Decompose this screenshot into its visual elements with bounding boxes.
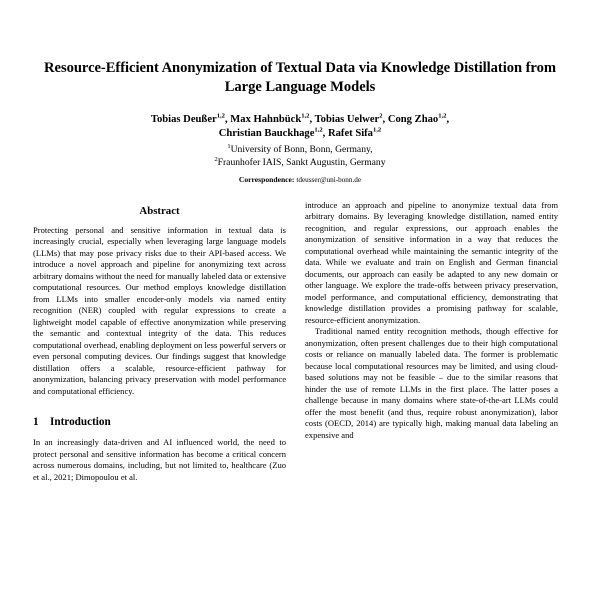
correspondence-email[interactable]: tdeusser@uni-bonn.de — [296, 175, 362, 184]
correspondence-label: Correspondence: — [238, 174, 295, 184]
author-list — [33, 98, 567, 142]
affiliation-1 — [33, 141, 567, 157]
affiliation-2 — [33, 157, 567, 170]
affiliation-marker: 1 — [227, 143, 231, 151]
author-name: Cong Zhao — [387, 113, 439, 125]
author-name: Christian Bauckhage — [218, 127, 315, 139]
body-columns — [33, 200, 567, 600]
section-number: 1 — [33, 416, 39, 429]
affiliation-text: University of Bonn, Bonn, Germany, — [230, 144, 373, 156]
author-affil-marker: 1,2 — [301, 111, 310, 119]
section-heading-introduction — [33, 397, 286, 437]
author-affil-marker: 1,2 — [216, 111, 225, 119]
author-affil-marker: 1,2 — [372, 126, 382, 134]
introduction-paragraph-1: In an increasingly data-driven and AI influenced world, the need to protect personal and sensitive information has become a critical concern across numerous domains, including, but not limited to, healthcare (Zuo et al., 2021; Dimopoulou et al. — [33, 437, 286, 482]
right-column-paragraph-2: Traditional named entity recognition methods, though effective for anonymization, often present challenges due to their high computational costs or reliance on manually labeled data. The former is problematic because local computational resources may be limited, and using cloud-based solutions may not be feasible – due to the similar reasons that hinder the use of remote LLMs in the first place. The latter poses a challenge because in many domains where state-of-the-art LLMs could offer the most benefit (and thus, require robust anonymization), labor costs (OECD, 2014) are typically high, making manual data labeling an expensive and — [305, 326, 558, 440]
right-column — [305, 200, 558, 600]
author-row: Christian Bauckhage$^{1,2}$, Rafet Sifa$^{1,2}$ — [218, 126, 382, 139]
abstract-paragraph: Protecting personal and sensitive information in textual data is increasingly crucial, especially when leveraging large language models (LLMs) that may pose privacy risks due to their API-based access. We introduce a novel approach and pipeline for anonymizing text across arbitrary domains without the need for manually labeled data or extensive computational resources. Our method employs knowledge distillation from LLMs into smaller encoder-only models via named entity recognition (NER) coupled with regular expressions to create a lightweight model capable of effective anonymization while preserving the semantic and contextual integrity of the data. This reduces computational overhead, enabling deployment on less powerful servers or even personal computing devices. Our findings suggest that knowledge distillation offers a scalable, resource-efficient pathway for anonymization, balancing privacy preservation with model performance and computational efficiency. — [33, 225, 286, 396]
affiliation-text: Fraunhofer IAIS, Sankt Augustin, Germany — [217, 157, 386, 169]
affiliation-marker: 2 — [214, 155, 218, 163]
right-column-paragraph-1: introduce an approach and pipeline to anonymize textual data from arbitrary domains. By leveraging knowledge distillation, named entity recognition, and regular expressions, our approach enables the anonymization of sensitive information in a way that reduces the computational overhead while maintaining the semantic integrity of the data. While we evaluate and train on English and German financial documents, our approach can easily be adapted to any new domain or other language. We explore the trade-offs between privacy preservation, model performance, and computational efficiency, demonstrating that knowledge distillation provides a promising pathway for scalable, resource-efficient anonymization. — [305, 200, 558, 325]
author-row: Tobias Deußer$^{1,2}$, Max Hahnbück$^{1,2}$, Tobias Uelwer$^2$, Cong Zhao$^{1,2}$, — [150, 111, 450, 125]
page-title: Resource-Efficient Anonymization of Textual Data via Knowledge Distillation from Large Language Models — [44, 60, 556, 96]
author-name: Tobias Deußer — [150, 113, 217, 125]
author-affil-marker: 1,2 — [438, 111, 447, 119]
author-name: Max Hahnbück — [230, 113, 302, 125]
left-column — [33, 200, 286, 600]
section-title: Introduction — [50, 416, 111, 429]
author-affil-marker: 2 — [379, 111, 383, 119]
author-name: Tobias Uelwer — [314, 113, 380, 125]
author-affil-marker: 1,2 — [314, 126, 323, 134]
author-name: Rafet Sifa — [327, 127, 373, 139]
abstract-heading: Abstract — [139, 205, 180, 217]
correspondence-line — [33, 170, 567, 185]
abstract-body — [33, 225, 286, 397]
